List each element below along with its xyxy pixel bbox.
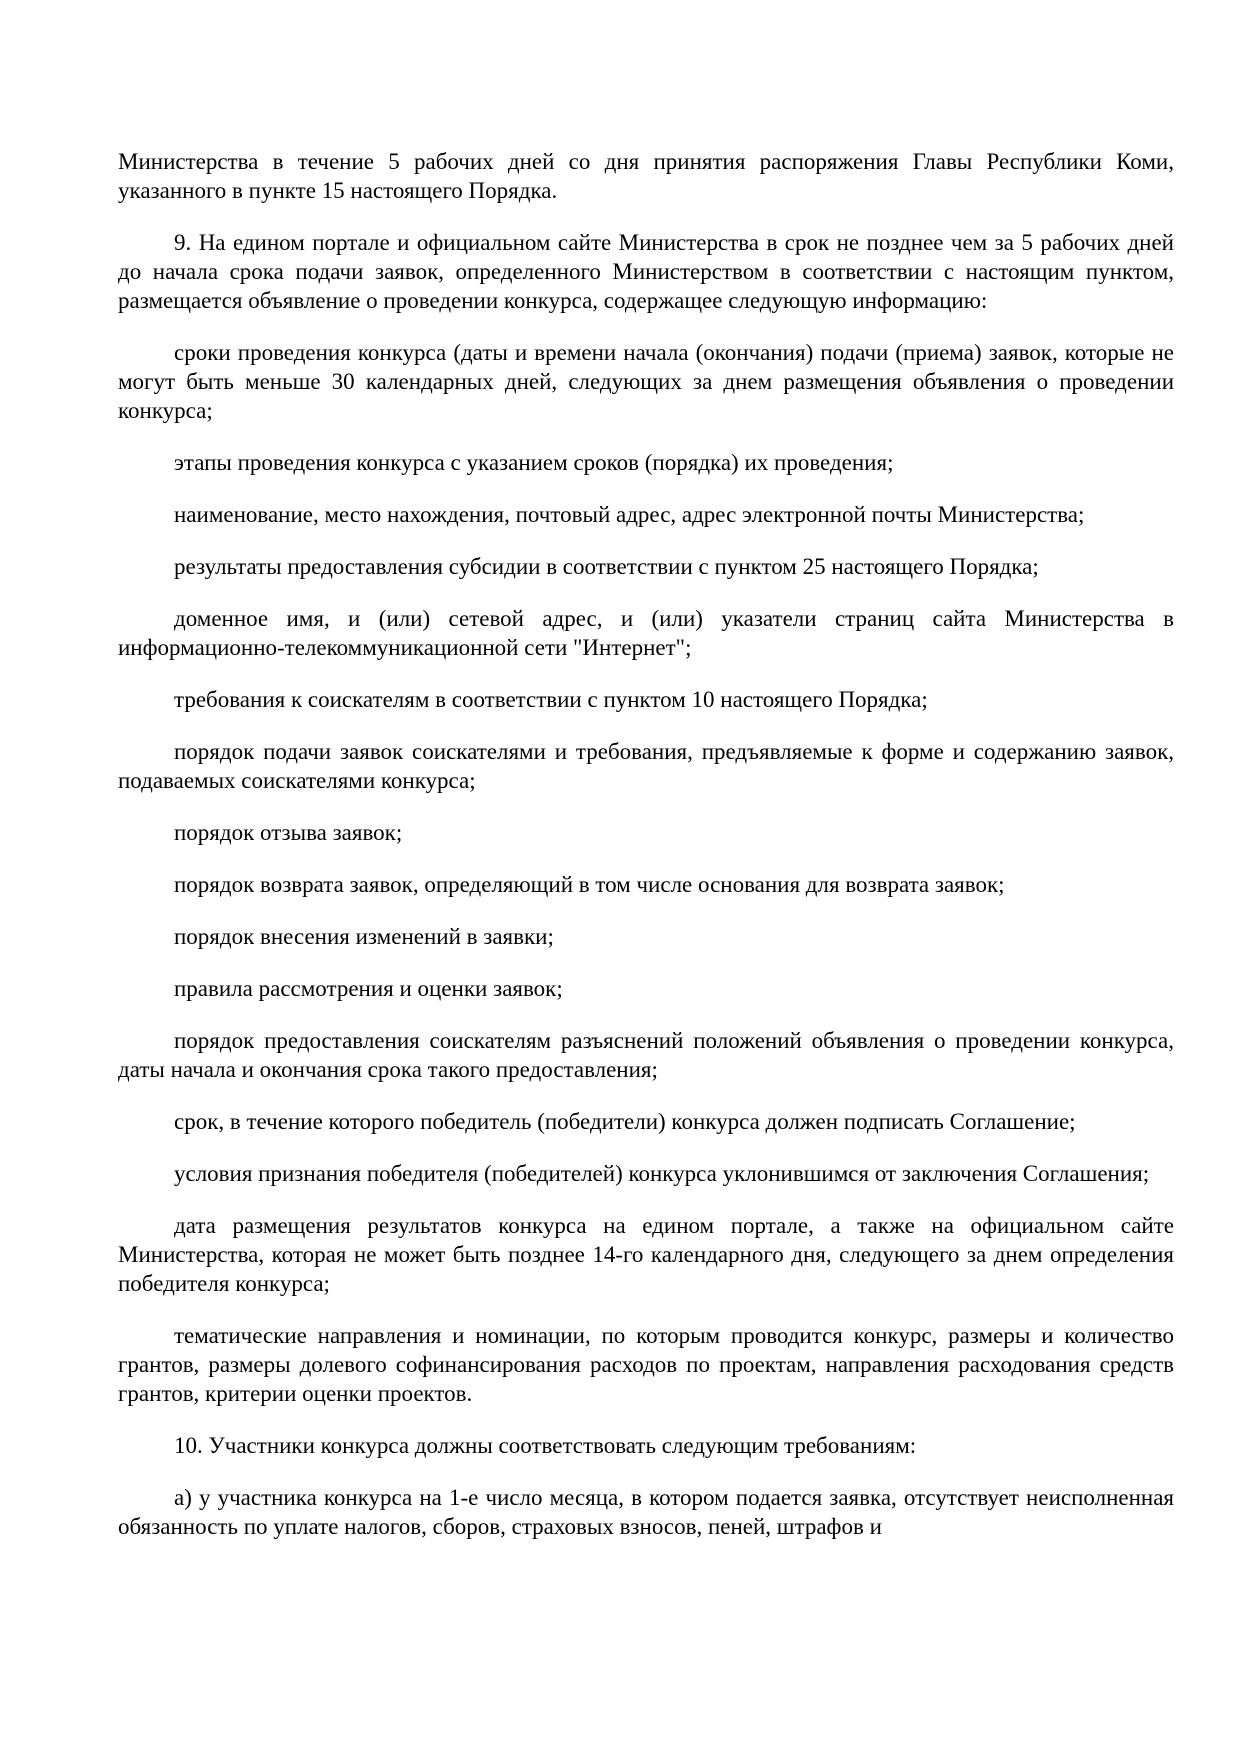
paragraph-domain: доменное имя, и (или) сетевой адрес, и (или) указатели страниц сайта Министерства в информационно-телекоммуникационной сети "Интернет"; — [118, 606, 1174, 660]
paragraph-item-10a: а) у участника конкурса на 1-е число месяца, в котором подается заявка, отсутствует неисполненная обязанность по уплате налогов, сборов, страховых взносов, пеней, штрафов и — [118, 1485, 1174, 1539]
paragraph-results: результаты предоставления субсидии в соответствии с пунктом 25 настоящего Порядка; — [174, 554, 1039, 579]
paragraph-return: порядок возврата заявок, определяющий в том числе основания для возврата заявок; — [174, 872, 1005, 897]
paragraph-publication-date: дата размещения результатов конкурса на едином портале, а также на официальном сайте Министерства, которая не может быть позднее 14-го календарного дня, следующего за днем определения победителя конкурса; — [118, 1213, 1174, 1296]
paragraph-review-rules: правила рассмотрения и оценки заявок; — [174, 976, 563, 1001]
paragraph-contacts: наименование, место нахождения, почтовый адрес, адрес электронной почты Министерства; — [174, 502, 1085, 527]
paragraph-stages: этапы проведения конкурса с указанием сроков (порядка) их проведения; — [174, 450, 894, 475]
paragraph-deadlines: сроки проведения конкурса (даты и времени начала (окончания) подачи (приема) заявок, которые не могут быть меньше 30 календарных дней, следующих за днем размещения объявления о проведении конкурса; — [118, 340, 1174, 423]
paragraph-withdrawal: порядок отзыва заявок; — [174, 820, 403, 845]
paragraph-requirements: требования к соискателям в соответствии с пунктом 10 настоящего Порядка; — [174, 687, 928, 712]
document-body — [118, 147, 1174, 1564]
paragraph-submission-order: порядок подачи заявок соискателями и требования, предъявляемые к форме и содержанию заявок, подаваемых соискателями конкурса; — [118, 739, 1174, 793]
paragraph-signing-term: срок, в течение которого победитель (победители) конкурса должен подписать Соглашение; — [174, 1109, 1076, 1134]
paragraph-evasion: условия признания победителя (победителей) конкурса уклонившимся от заключения Соглашения; — [174, 1161, 1150, 1186]
paragraph-nominations: тематические направления и номинации, по которым проводится конкурс, размеры и количество грантов, размеры долевого софинансирования расходов по проектам, направления расходования средств грантов, критерии оценки проектов. — [118, 1323, 1174, 1406]
paragraph-item-9: 9. На едином портале и официальном сайте Министерства в срок не позднее чем за 5 рабочих дней до начала срока подачи заявок, определенного Министерством в соответствии с настоящим пунктом, размещается объявление о проведении конкурса, содержащее следующую информацию: — [118, 230, 1174, 313]
paragraph-clarifications: порядок предоставления соискателям разъяснений положений объявления о проведении конкурса, даты начала и окончания срока такого предоставления; — [118, 1028, 1174, 1082]
paragraph-continuation: Министерства в течение 5 рабочих дней со дня принятия распоряжения Главы Республики Коми, указанного в пункте 15 настоящего Порядка. — [118, 149, 1174, 203]
paragraph-changes: порядок внесения изменений в заявки; — [174, 924, 554, 949]
paragraph-item-10: 10. Участники конкурса должны соответствовать следующим требованиям: — [174, 1433, 917, 1458]
